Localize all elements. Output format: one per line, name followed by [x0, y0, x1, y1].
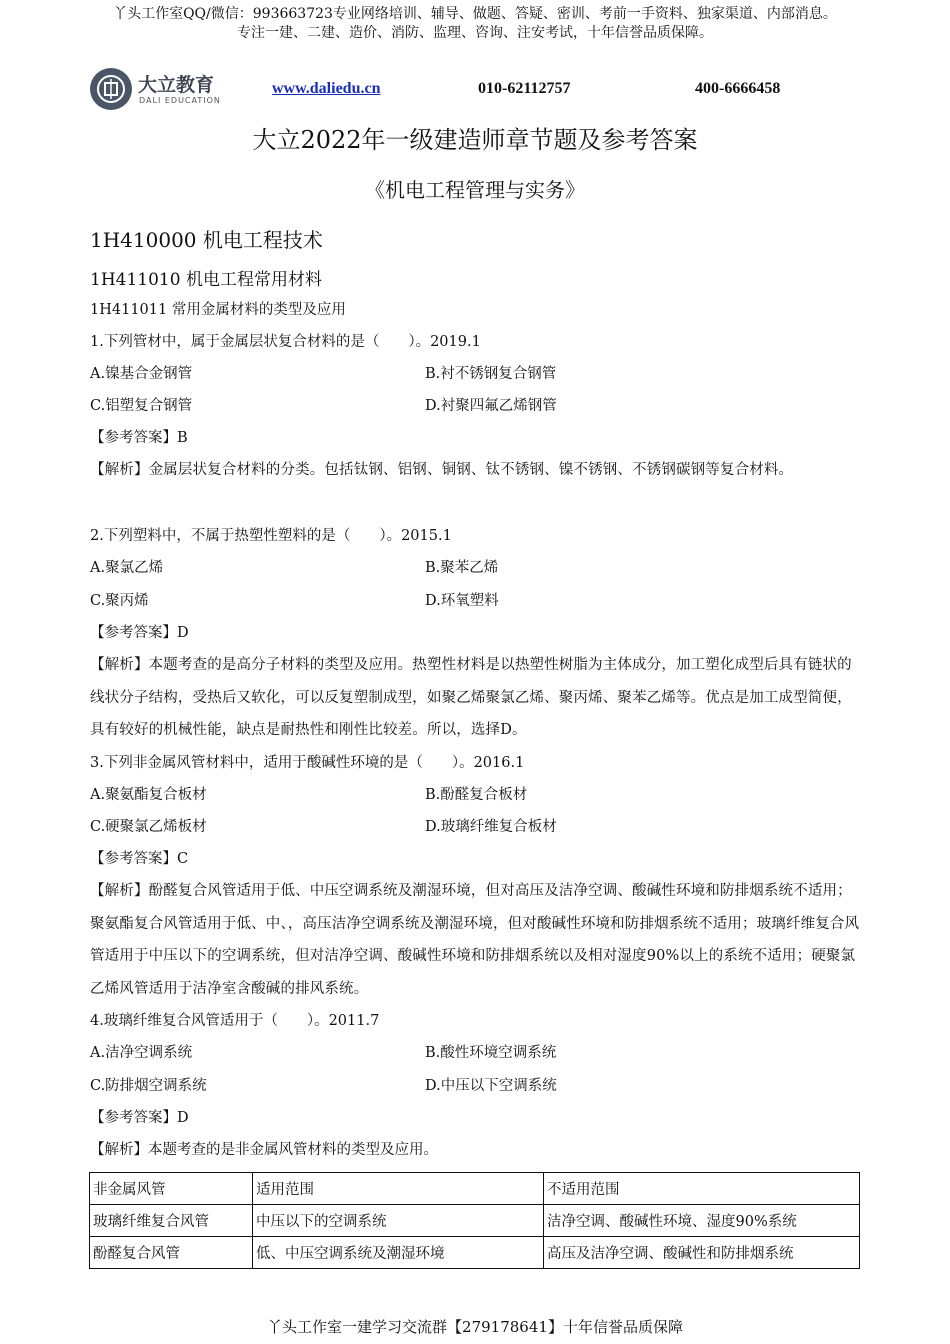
subject-title: 《机电工程管理与实务》: [365, 178, 585, 202]
analysis-text: 【解析】酚醛复合风管适用于低、中压空调系统及潮湿环境，但对高压及洁净空调、酸碱性环境和防排烟系统不适用；聚氨酯复合风管适用于低、中、，高压洁净空调系统及潮湿环境，但对酸碱性环境和防排烟系统不适用；玻璃纤维复合风管适用于中压以下的空调系统，但对洁净空调、酸碱性环境和防排烟系统以及相对湿度90%以上的系统不适用；硬聚氯乙烯风管适用于洁净室含酸碱的排风系统。: [90, 883, 860, 997]
analysis-text: 【解析】本题考查的是非金属风管材料的类型及应用。: [90, 1142, 438, 1158]
subsection-heading: 1H411011 常用金属材料的类型及应用: [90, 302, 346, 318]
table-header-cell: 适用范围: [253, 1173, 544, 1205]
logo-english-name: DALI EDUCATION: [139, 96, 221, 105]
dali-logo-icon: [90, 68, 132, 110]
promo-banner-line1: 丫头工作室QQ/微信：993663723专业网络培训、辅导、做题、答疑、密训、考前一手资料、独家渠道、内部消息。: [113, 6, 837, 22]
option-c: C.硬聚氯乙烯板材: [90, 819, 207, 835]
dali-logo: [90, 68, 230, 110]
analysis-text: 【解析】本题考查的是高分子材料的类型及应用。热塑性材料是以热塑性树脂为主体成分，加工塑化成型后具有链状的线状分子结构，受热后又软化，可以反复塑制成型，如聚乙烯聚氯乙烯、聚丙烯、聚苯乙烯等。优点是加工成型简便，具有较好的机械性能，缺点是耐热性和刚性比较差。所以，选择D。: [90, 657, 852, 738]
phone-number-2: 400-6666458: [695, 80, 781, 97]
option-a: A.聚氨酯复合板材: [90, 787, 207, 803]
answer-label: 【参考答案】C: [90, 851, 189, 867]
table-header-cell: 非金属风管: [90, 1173, 253, 1205]
answer-label: 【参考答案】D: [90, 1110, 189, 1126]
table-cell: 高压及洁净空调、酸碱性和防排烟系统: [544, 1237, 860, 1269]
option-b: B.聚苯乙烯: [425, 560, 499, 576]
question-stem: 3.下列非金属风管材料中，适用于酸碱性环境的是（ ）。2016.1: [90, 755, 525, 771]
table-header-row: [90, 1173, 860, 1205]
option-c: C.防排烟空调系统: [90, 1078, 207, 1094]
option-a: A.洁净空调系统: [90, 1045, 193, 1061]
option-a: A.聚氯乙烯: [90, 560, 164, 576]
option-d: D.衬聚四氟乙烯钢管: [425, 398, 557, 414]
website-link[interactable]: www.daliedu.cn: [272, 80, 381, 97]
table-cell: 洁净空调、酸碱性环境、湿度90%系统: [544, 1205, 860, 1237]
table-row: [90, 1205, 860, 1237]
option-b: B.衬不锈钢复合钢管: [425, 366, 557, 382]
table-cell: 低、中压空调系统及潮湿环境: [253, 1237, 544, 1269]
option-d: D.玻璃纤维复合板材: [425, 819, 557, 835]
option-b: B.酚醛复合板材: [425, 787, 528, 803]
duct-material-table: [89, 1172, 860, 1269]
section-heading: 1H411010 机电工程常用材料: [90, 270, 322, 290]
option-d: D.中压以下空调系统: [425, 1078, 557, 1094]
option-d: D.环氧塑料: [425, 593, 499, 609]
question-stem: 2.下列塑料中，不属于热塑性塑料的是（ ）。2015.1: [90, 528, 452, 544]
table-cell: 酚醛复合风管: [90, 1237, 253, 1269]
chapter-heading: 1H410000 机电工程技术: [90, 228, 323, 252]
option-c: C.聚丙烯: [90, 593, 149, 609]
question-stem: 1.下列管材中，属于金属层状复合材料的是（ ）。2019.1: [90, 334, 481, 350]
promo-banner-line2: 专注一建、二建、造价、消防、监理、咨询、注安考试，十年信誉品质保障。: [237, 25, 713, 41]
logo-name: 大立教育: [138, 74, 215, 96]
option-c: C.铝塑复合钢管: [90, 398, 193, 414]
phone-number-1: 010-62112757: [478, 80, 571, 97]
answer-label: 【参考答案】B: [90, 430, 188, 446]
table-cell: 玻璃纤维复合风管: [90, 1205, 253, 1237]
table-row: [90, 1237, 860, 1269]
footer-banner: 丫头工作室一建学习交流群【279178641】十年信誉品质保障: [267, 1318, 683, 1336]
option-b: B.酸性环境空调系统: [425, 1045, 557, 1061]
table-cell: 中压以下的空调系统: [253, 1205, 544, 1237]
option-a: A.镍基合金钢管: [90, 366, 193, 382]
table-header-cell: 不适用范围: [544, 1173, 860, 1205]
analysis-text: 【解析】金属层状复合材料的分类。包括钛钢、铝钢、铜钢、钛不锈钢、镍不锈钢、不锈钢碳钢等复合材料。: [90, 462, 794, 478]
document-title: 大立2022年一级建造师章节题及参考答案: [252, 126, 698, 154]
question-stem: 4.玻璃纤维复合风管适用于（ ）。2011.7: [90, 1013, 380, 1029]
answer-label: 【参考答案】D: [90, 625, 189, 641]
